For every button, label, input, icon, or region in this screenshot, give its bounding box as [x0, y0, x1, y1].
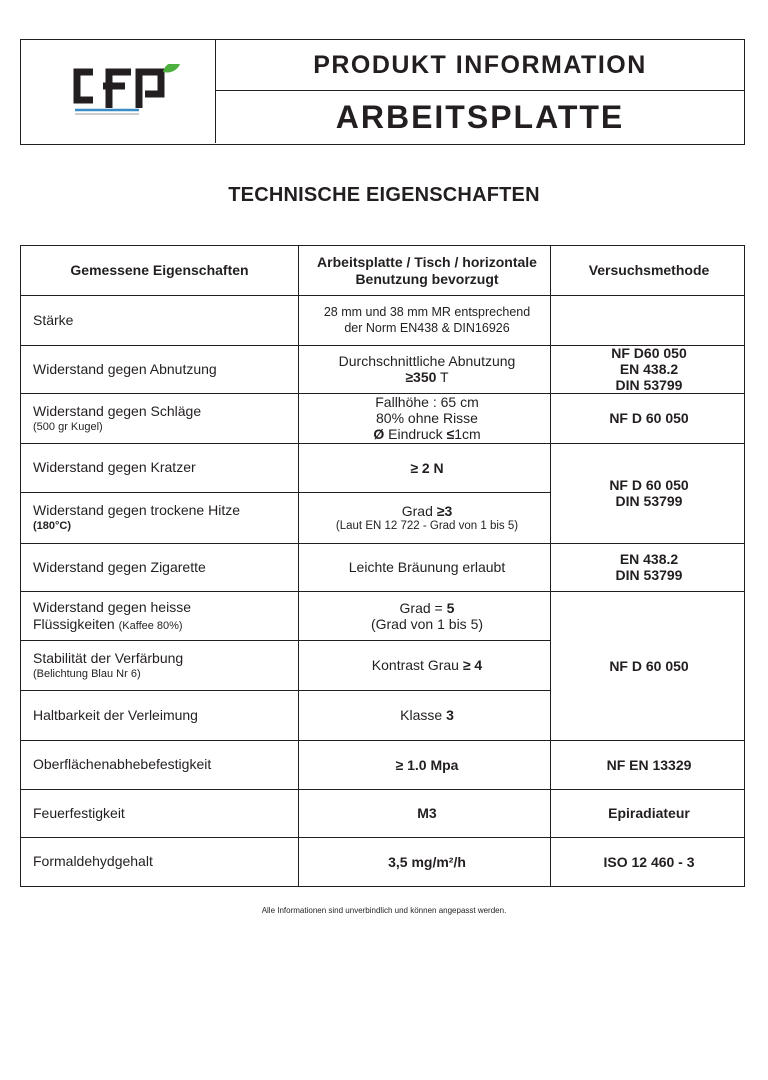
property-label: Widerstand gegen Kratzer	[33, 459, 196, 475]
header-title-top: PRODUKT INFORMATION	[216, 40, 744, 91]
value-text: Grad	[401, 502, 437, 519]
table-row-property	[33, 690, 301, 740]
value-text: (Grad von 1 bis 5)	[370, 615, 484, 632]
logo-cell	[21, 40, 216, 143]
header-value-line1: Arbeitsplatte / Tisch / horizontale	[317, 253, 537, 270]
table-row-property	[33, 837, 301, 886]
table-row-property	[33, 443, 301, 492]
method-text: NF EN 13329	[606, 756, 692, 773]
value-text: (Laut EN 12 722 - Grad von 1 bis 5)	[335, 519, 519, 532]
property-label: Widerstand gegen heisse	[33, 598, 191, 615]
property-label: Widerstand gegen Zigarette	[33, 558, 206, 575]
value-text: 28 mm und 38 mm MR entsprechend	[323, 305, 531, 319]
property-sublabel: (500 gr Kugel)	[33, 420, 103, 433]
value-text: Durchschnittliche Abnutzung	[338, 353, 516, 369]
value-bold: 3	[446, 707, 454, 723]
table-row-value	[301, 345, 553, 393]
method-text: NF D60 050	[611, 345, 687, 361]
property-label: Widerstand gegen Abnutzung	[33, 360, 217, 377]
header-value-line2: Benutzung bevorzugt	[355, 270, 499, 287]
property-label: Oberflächenabhebefestigkeit	[33, 756, 212, 772]
value-bold: ≥ 4	[462, 657, 483, 673]
table-row-value	[301, 492, 553, 543]
table-row-method	[553, 345, 745, 393]
value-bold: ≥ 1.0 Mpa	[395, 756, 459, 773]
table-row-value	[301, 543, 553, 591]
value-bold: M3	[417, 805, 437, 821]
table-row-value	[301, 295, 553, 345]
value-bold: 5	[446, 599, 455, 616]
merged-method	[553, 443, 745, 543]
method-text: DIN 53799	[615, 493, 683, 509]
table-row-property	[33, 543, 301, 591]
table-row-property	[33, 295, 301, 345]
property-label: Flüssigkeiten	[33, 615, 119, 632]
value-bold: ≥ 2 N	[410, 459, 444, 476]
method-text: EN 438.2	[619, 551, 679, 567]
method-text: ISO 12 460 - 3	[603, 853, 695, 870]
value-text: T	[436, 369, 449, 385]
method-text: NF D 60 050	[609, 410, 689, 426]
value-text: Eindruck	[384, 426, 447, 442]
value-text: Kontrast Grau	[371, 657, 463, 673]
table-row-method	[553, 543, 745, 591]
header-property	[21, 246, 298, 295]
value-text: 1cm	[454, 426, 481, 442]
table-row-property	[33, 393, 301, 443]
method-text: DIN 53799	[615, 567, 683, 583]
table-row-property	[33, 345, 301, 393]
header-method	[553, 246, 745, 295]
value-bold: 3,5 mg/m²/h	[388, 853, 466, 870]
table-row-property	[33, 640, 301, 690]
property-label: Stärke	[33, 311, 74, 328]
value-text: Leichte Bräunung erlaubt	[348, 559, 506, 575]
disclaimer-footer: Alle Informationen sind unverbindlich und können angepasst werden.	[261, 906, 507, 915]
method-text: Epiradiateur	[608, 805, 690, 821]
table-row-property	[33, 492, 301, 543]
property-sublabel: (Belichtung Blau Nr 6)	[33, 667, 141, 680]
property-label: Formaldehydgehalt	[33, 853, 153, 869]
table-row-value	[301, 690, 553, 740]
diameter-symbol: Ø	[373, 426, 385, 442]
value-bold: ≥3	[436, 502, 453, 519]
header-method-label: Versuchsmethode	[588, 262, 710, 278]
table-row-value	[301, 789, 553, 837]
table-row-property	[33, 591, 301, 640]
property-label: Stabilität der Verfärbung	[33, 649, 184, 666]
value-text: Klasse	[400, 707, 447, 723]
value-text: der Norm EN438 & DIN16926	[344, 321, 510, 335]
table-row-value	[301, 443, 553, 492]
value-text: Fallhöhe : 65 cm	[375, 394, 479, 410]
table-row-value	[301, 393, 553, 443]
value-bold: ≤	[446, 426, 455, 442]
value-text: Grad =	[399, 599, 447, 616]
table-row-property	[33, 789, 301, 837]
value-bold: ≥350	[405, 369, 437, 385]
table-row-method	[553, 393, 745, 443]
table-row-value	[301, 837, 553, 886]
table-row-value	[301, 640, 553, 690]
method-text: NF D 60 050	[609, 477, 689, 493]
property-label: Feuerfestigkeit	[33, 804, 125, 821]
property-label: Widerstand gegen trockene Hitze	[33, 502, 240, 518]
method-text: NF D 60 050	[609, 657, 689, 674]
method-text: EN 438.2	[619, 361, 679, 377]
property-sublabel: (Kaffee 80%)	[118, 619, 183, 632]
property-label: Haltbarkeit der Verleimung	[33, 706, 198, 723]
table-row-value	[301, 740, 553, 789]
value-text: 80% ohne Risse	[376, 410, 478, 426]
table-row-value	[301, 591, 553, 640]
method-text: DIN 53799	[615, 377, 683, 393]
table-row-method	[553, 789, 745, 837]
table-row-method	[553, 740, 745, 789]
properties-table	[20, 245, 745, 887]
header-value	[301, 246, 553, 295]
table-row-property	[33, 740, 301, 789]
merged-method	[553, 591, 745, 740]
property-sublabel: (180°C)	[33, 520, 72, 532]
header-title-bottom: ARBEITSPLATTE	[335, 99, 625, 135]
product-header	[20, 39, 745, 145]
section-title: TECHNISCHE EIGENSCHAFTEN	[228, 184, 540, 206]
cfp-logo	[73, 64, 183, 119]
table-row-method	[553, 837, 745, 886]
property-label: Widerstand gegen Schläge	[33, 402, 202, 419]
header-property-label: Gemessene Eigenschaften	[70, 262, 249, 278]
